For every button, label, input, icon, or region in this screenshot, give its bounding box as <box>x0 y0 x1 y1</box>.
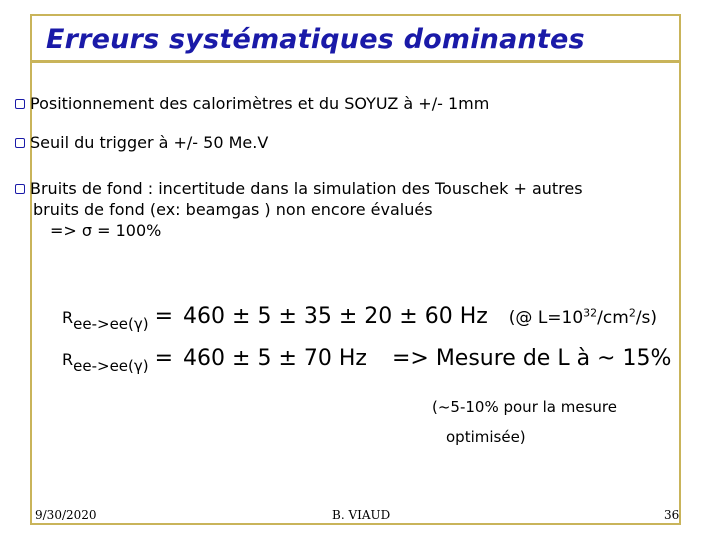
bullet-text-line1: Bruits de fond : incertitude dans la simulation des Touschek + autres <box>30 179 583 198</box>
checkbox-bullet-icon <box>15 184 25 194</box>
luminosity-unit-end: /s) <box>635 308 658 328</box>
luminosity-conclusion: => Mesure de L à ~ 15% <box>391 346 672 371</box>
rate-expression: 460 ± 5 ± 70 Hz <box>183 346 367 371</box>
bullet-bruits-de-fond <box>15 178 583 241</box>
bullet-text-line2: bruits de fond (ex: beamgas ) non encore évalués <box>33 200 433 219</box>
title-underline <box>30 60 681 63</box>
remark-line1: (~5-10% pour la mesure <box>432 398 617 416</box>
rate-expression: 460 ± 5 ± 35 ± 20 ± 60 Hz <box>183 304 488 329</box>
rate-subscript: ee->ee(γ) <box>73 357 149 375</box>
formula-rate-detailed <box>62 304 658 333</box>
slide-title: Erreurs systématiques dominantes <box>46 24 585 55</box>
bullet-positionnement <box>15 93 489 114</box>
luminosity-unit-exponent: 2 <box>628 306 636 320</box>
luminosity-exponent: 32 <box>583 306 598 320</box>
luminosity-note-text: (@ L=10 <box>508 308 584 328</box>
checkbox-bullet-icon <box>15 99 25 109</box>
luminosity-note <box>509 308 657 328</box>
footer-page-number: 36 <box>664 508 680 522</box>
checkbox-bullet-icon <box>15 138 25 148</box>
equals-sign: = <box>154 346 174 371</box>
luminosity-unit: /cm <box>597 308 629 328</box>
rate-symbol: R <box>62 350 74 369</box>
remark-note <box>432 392 617 452</box>
bullet-text-line3: => σ = 100% <box>50 221 162 240</box>
bullet-text: Positionnement des calorimètres et du SOYUZ à +/- 1mm <box>30 94 490 113</box>
remark-line2: optimisée) <box>446 428 526 446</box>
equals-sign: = <box>154 304 174 329</box>
rate-symbol: R <box>62 308 74 327</box>
bullet-seuil-trigger <box>15 132 268 153</box>
bullet-text: Seuil du trigger à +/- 50 Me.V <box>30 133 269 152</box>
rate-subscript: ee->ee(γ) <box>73 315 149 333</box>
footer-date: 9/30/2020 <box>35 508 97 522</box>
formula-rate-combined <box>62 346 672 375</box>
footer-author: B. VIAUD <box>332 508 391 522</box>
